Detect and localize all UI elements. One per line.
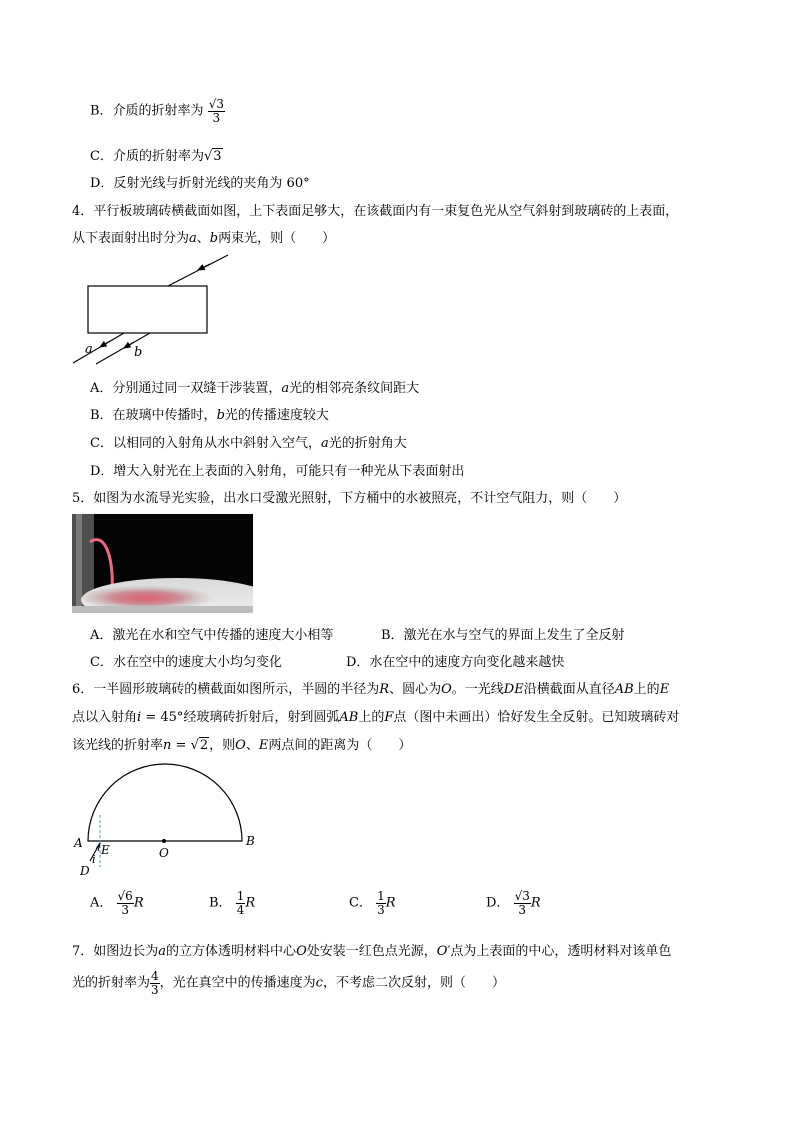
label-B: B	[246, 834, 255, 848]
q7-stem-line2: 光的折射率为 $\frac{4}{3}$ ，光在真空中的传播速度为c，不考虑二次反射，则（ ）	[72, 969, 505, 997]
semicircle-glass	[88, 764, 242, 841]
q6-stem-line2: 点以入射角i = 45°经玻璃砖折射后，射到圆弧AB上的F点（图中未画出）恰好发生全反射。已知玻璃砖对	[72, 710, 680, 725]
q6-stem-line1: 6．一半圆形玻璃砖的横截面如图所示，半圆的半径为R、圆心为O。一光线DE沿横截面从直径AB上的E	[72, 682, 670, 697]
q4-option-c: C．以相同的入射角从水中斜射入空气，a光的折射角大	[90, 436, 407, 451]
q4-glass-slab-figure	[70, 250, 250, 365]
center-dot	[162, 839, 166, 843]
q4-option-d: D．增大入射光在上表面的入射角，可能只有一种光从下表面射出	[90, 464, 465, 479]
incident-ray	[168, 255, 228, 286]
q5-option-d: D．水在空中的速度方向变化越来越快	[346, 655, 565, 670]
q4-stem-line1: 4．平行板玻璃砖横截面如图，上下表面足够大，在该截面内有一束复色光从空气斜射到玻璃砖的上表面，	[72, 204, 679, 219]
q3-option-b: B．介质的折射率为 $\frac{√3}{3}$	[90, 97, 224, 125]
q3-option-c: C．介质的折射率为√3	[90, 149, 222, 164]
ray-a-arrow	[100, 341, 110, 347]
q5-option-a: A．激光在水和空气中传播的速度大小相等	[90, 628, 334, 643]
q4-option-b: B．在玻璃中传播时，b光的传播速度较大	[90, 408, 329, 423]
incident-arrow	[198, 264, 210, 270]
label-O: O	[159, 846, 169, 860]
q5-stem: 5．如图为水流导光实验，出水口受激光照射，下方桶中的水被照亮，不计空气阻力，则（ ）	[72, 491, 627, 506]
q6-sqrt-2: √2	[190, 738, 209, 753]
label-b: b	[134, 345, 143, 360]
q5-option-c: C．水在空中的速度大小均匀变化	[90, 655, 282, 670]
q6-option-a: A． $\frac{√6}{3}$ R	[90, 889, 144, 917]
glass-slab	[88, 286, 207, 333]
q7-stem-line1: 7．如图边长为a的立方体透明材料中心O处安装一红色点光源，O′点为上表面的中心，透明材料对该单色	[72, 944, 672, 959]
q6-option-d: D． $\frac{√3}{3}$ R	[486, 889, 541, 917]
q6-stem-line3: 该光线的折射率n = √2，则O、E两点间的距离为（ ）	[72, 738, 412, 753]
label-i: i	[92, 853, 96, 866]
label-D: D	[80, 864, 90, 878]
label-E: E	[101, 843, 110, 857]
q6-semicircle-figure	[70, 757, 270, 882]
water-light-guide-photo	[72, 514, 253, 613]
q6-option-b: B． $\frac{1}{4}$ R	[209, 889, 256, 917]
ray-b-arrow	[124, 342, 134, 348]
q7-fraction: $\frac{4}{3}$	[151, 969, 159, 997]
q3-option-b-fraction: $\frac{√3}{3}$	[208, 97, 224, 125]
q6-option-c: C． $\frac{1}{3}$ R	[349, 889, 396, 917]
label-A: A	[74, 836, 83, 850]
ray-a	[73, 333, 124, 363]
label-a: a	[85, 342, 93, 357]
q3-option-c-sqrt: √3	[203, 149, 222, 164]
q5-option-b: B．激光在水与空气的界面上发生了全反射	[381, 628, 625, 643]
q4-option-a: A．分别通过同一双缝干涉装置，a光的相邻亮条纹间距大	[90, 381, 420, 396]
q3-option-d: D．反射光线与折射光线的夹角为 60°	[90, 176, 310, 191]
q4-stem-line2: 从下表面射出时分为a、b两束光，则（ ）	[72, 231, 336, 246]
